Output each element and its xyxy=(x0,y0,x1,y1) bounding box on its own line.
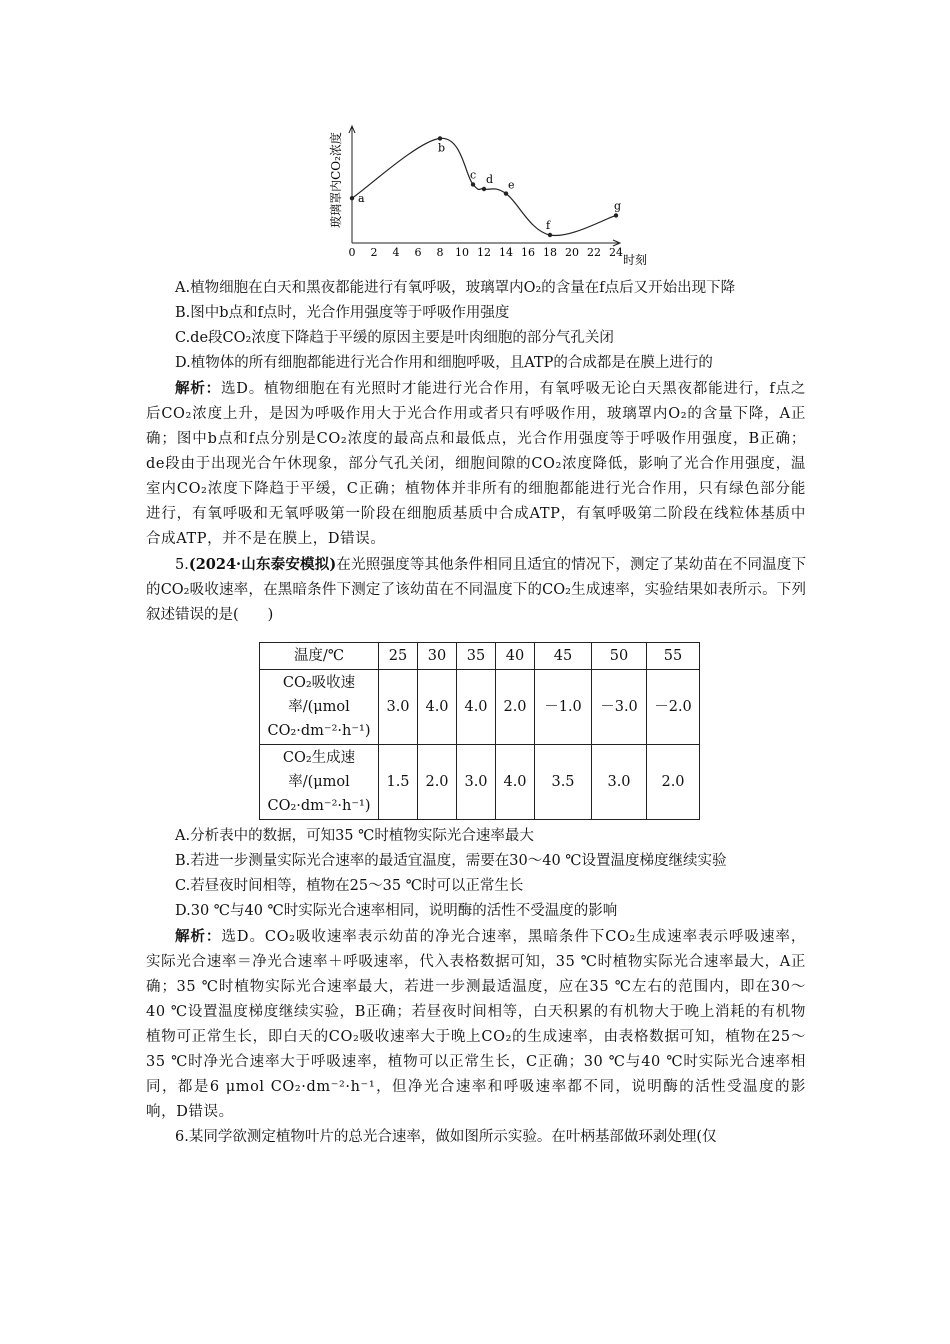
data-point-c xyxy=(471,182,475,186)
table-cell: 1.5 xyxy=(379,745,418,820)
x-tick-label: 14 xyxy=(499,246,513,259)
data-point-b xyxy=(438,136,442,140)
point-label-e: e xyxy=(508,178,515,192)
temp-cell: 25 xyxy=(379,643,418,670)
q5-option-d: D.30 ℃与40 ℃时实际光合速率相同，说明酶的活性不受温度的影响 xyxy=(175,903,618,919)
table-cell: －3.0 xyxy=(592,670,647,745)
x-tick-label: 0 xyxy=(348,246,356,259)
co2-concentration-chart xyxy=(318,118,648,278)
temp-cell: 40 xyxy=(496,643,535,670)
analysis-text: 选D。CO₂吸收速率表示幼苗的净光合速率，黑暗条件下CO₂生成速率表示呼吸速率，实际光合速率＝净光合速率＋呼吸速率，代入表格数据可知，35 ℃时植物实际光合速率最大，A正确；35 ℃时植物实际光合速率最大，若进一步测最适温度，应在35 ℃左右的范围内，即在30～40 ℃设置温度梯度继续实验，B正确；若昼夜时间相等，白天积累的有机物大于晚上消耗的有机物植物可正常生长，即白天的CO₂吸收速率大于晚上CO₂的生成速率，由表格数据可知，植物在25～35 ℃时净光合速率大于呼吸速率，植物可以正常生长，C正确；30 ℃与40 ℃时实际光合速率相同，都是6 μmol CO₂·dm⁻²·h⁻¹，但净光合速率和呼吸速率都不同，说明酶的活性受温度的影响，D错误。 xyxy=(146,929,806,1120)
q4-option-d: D.植物体的所有细胞都能进行光合作用和细胞呼吸，且ATP的合成都是在膜上进行的 xyxy=(175,355,713,371)
q4-analysis xyxy=(146,376,806,552)
table-cell: 3.5 xyxy=(535,745,592,820)
x-tick-label: 10 xyxy=(455,246,469,259)
chart-axes xyxy=(349,126,620,246)
table-cell: 4.0 xyxy=(457,670,496,745)
row-label-absorption: CO₂吸收速率/(μmol CO₂·dm⁻²·h⁻¹) xyxy=(260,670,379,745)
q5-option-b: B.若进一步测量实际光合速率的最适宜温度，需要在30～40 ℃设置温度梯度继续实验 xyxy=(175,853,727,869)
table-cell: 3.0 xyxy=(457,745,496,820)
table-cell: 3.0 xyxy=(592,745,647,820)
table-cell: 2.0 xyxy=(647,745,700,820)
q5-analysis xyxy=(146,924,806,1125)
q5-stem xyxy=(146,552,806,628)
q5-number: 5. xyxy=(175,557,189,573)
table-cell: 3.0 xyxy=(379,670,418,745)
data-point-a xyxy=(350,196,354,200)
x-tick-label: 2 xyxy=(370,246,378,259)
x-tick-label: 8 xyxy=(436,246,444,259)
data-points xyxy=(350,136,621,237)
x-tick-label: 16 xyxy=(521,246,535,259)
table-cell: 4.0 xyxy=(418,670,457,745)
q4-option-c: C.de段CO₂浓度下降趋于平缓的原因主要是叶肉细胞的部分气孔关闭 xyxy=(175,330,614,346)
analysis-label: 解析： xyxy=(175,928,222,945)
data-point-e xyxy=(504,191,508,195)
x-tick-label: 4 xyxy=(392,246,400,259)
temp-cell: 30 xyxy=(418,643,457,670)
q5-option-a: A.分析表中的数据，可知35 ℃时植物实际光合速率最大 xyxy=(175,828,534,844)
x-tick-label: 12 xyxy=(477,246,491,259)
table-cell: 2.0 xyxy=(496,670,535,745)
x-tick-label: 24 xyxy=(609,246,623,259)
q4-option-b: B.图中b点和f点时，光合作用强度等于呼吸作用强度 xyxy=(175,305,510,321)
header-temp-label: 温度/℃ xyxy=(260,643,379,670)
data-point-g xyxy=(614,213,618,217)
temp-cell: 50 xyxy=(592,643,647,670)
table-cell: 4.0 xyxy=(496,745,535,820)
data-point-d xyxy=(482,187,486,191)
x-tick-labels xyxy=(349,246,624,259)
table-cell: －1.0 xyxy=(535,670,592,745)
point-label-d: d xyxy=(486,173,494,186)
q5-source: (2024·山东泰安模拟) xyxy=(188,556,337,573)
point-label-g: g xyxy=(614,199,622,213)
row-label-production: CO₂生成速率/(μmol CO₂·dm⁻²·h⁻¹) xyxy=(260,745,379,820)
q5-stem-text: 在光照强度等其他条件相同且适宜的情况下，测定了某幼苗在不同温度下的CO₂吸收速率，在黑暗条件下测定了该幼苗在不同温度下的CO₂生成速率，实验结果如表所示。下列叙述错误的是( ) xyxy=(146,557,806,623)
q6-stem: 6.某同学欲测定植物叶片的总光合速率，做如图所示实验。在叶柄基部做环剥处理(仅 xyxy=(175,1129,717,1145)
document-body xyxy=(146,276,806,1150)
temp-cell: 55 xyxy=(647,643,700,670)
point-label-f: f xyxy=(546,219,551,232)
x-tick-label: 6 xyxy=(414,246,422,259)
table-cell: －2.0 xyxy=(647,670,700,745)
q4-option-a: A.植物细胞在白天和黑夜都能进行有氧呼吸，玻璃罩内O₂的含量在f点后又开始出现下降 xyxy=(175,280,736,296)
analysis-label: 解析： xyxy=(175,380,221,397)
x-axis-label: 时刻 xyxy=(623,253,648,267)
x-tick-label: 20 xyxy=(565,246,579,259)
x-tick-label: 22 xyxy=(587,246,601,259)
data-point-f xyxy=(548,233,552,237)
table-row xyxy=(260,670,700,745)
table-row xyxy=(260,745,700,820)
analysis-text: 选D。植物细胞在有光照时才能进行光合作用，有氧呼吸无论白天黑夜都能进行，f点之后CO₂浓度上升，是因为呼吸作用大于光合作用或者只有呼吸作用，玻璃罩内O₂的含量下降，A正确；图中b点和f点分别是CO₂浓度的最高点和最低点，光合作用强度等于呼吸作用强度，B正确；de段由于出现光合午休现象，部分气孔关闭，细胞间隙的CO₂浓度降低，影响了光合作用强度，温室内CO₂浓度下降趋于平缓，C正确；植物体并非所有的细胞都能进行光合作用，只有绿色部分能进行，有氧呼吸和无氧呼吸第一阶段在细胞质基质中合成ATP，有氧呼吸第二阶段在线粒体基质中合成ATP，并不是在膜上，D错误。 xyxy=(146,381,806,547)
point-label-a: a xyxy=(358,192,365,206)
temp-cell: 35 xyxy=(457,643,496,670)
temp-cell: 45 xyxy=(535,643,592,670)
point-label-b: b xyxy=(438,141,446,155)
x-tick-label: 18 xyxy=(543,246,557,259)
table-cell: 2.0 xyxy=(418,745,457,820)
point-label-c: c xyxy=(470,168,477,182)
table-header-row xyxy=(260,643,700,670)
y-axis-label: 玻璃罩内CO₂浓度 xyxy=(329,132,343,228)
q5-option-c: C.若昼夜时间相等，植物在25～35 ℃时可以正常生长 xyxy=(175,878,524,894)
temperature-data-table xyxy=(259,642,700,820)
